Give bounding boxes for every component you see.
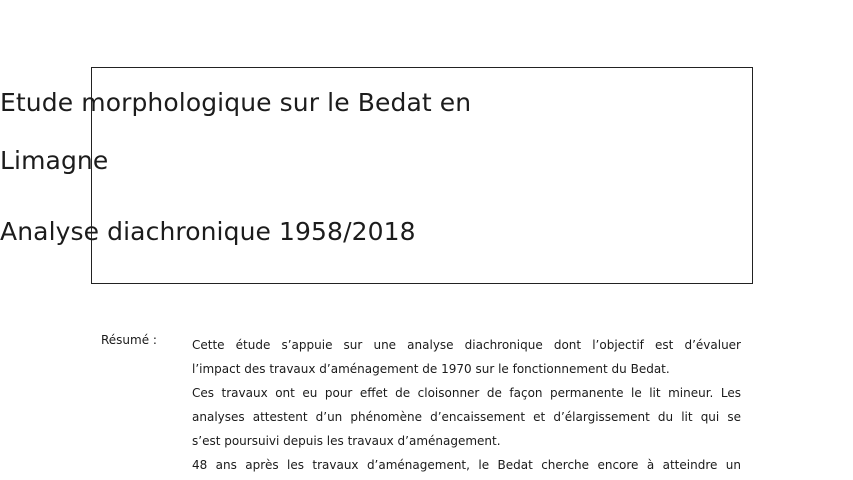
abstract-line: analyses attestent d’un phénomène d’encaissement et d’élargissement du lit qui se <box>192 410 741 424</box>
abstract-line: 48 ans après les travaux d’aménagement, le Bedat cherche encore à atteindre un <box>192 458 741 472</box>
abstract-line: l’impact des travaux d’aménagement de 1970 sur le fonctionnement du Bedat. <box>192 362 670 376</box>
document-title-line-2: Limagne <box>0 146 109 175</box>
document-subtitle: Analyse diachronique 1958/2018 <box>0 217 416 246</box>
abstract-label: Résumé : <box>101 333 157 347</box>
abstract-line: Ces travaux ont eu pour effet de cloisonner de façon permanente le lit mineur. Les <box>192 386 741 400</box>
abstract-line: Cette étude s’appuie sur une analyse diachronique dont l’objectif est d’évaluer <box>192 338 741 352</box>
abstract-line: s’est poursuivi depuis les travaux d’aménagement. <box>192 434 501 448</box>
document-title-line-1: Etude morphologique sur le Bedat en <box>0 88 472 117</box>
abstract-text <box>192 333 741 477</box>
